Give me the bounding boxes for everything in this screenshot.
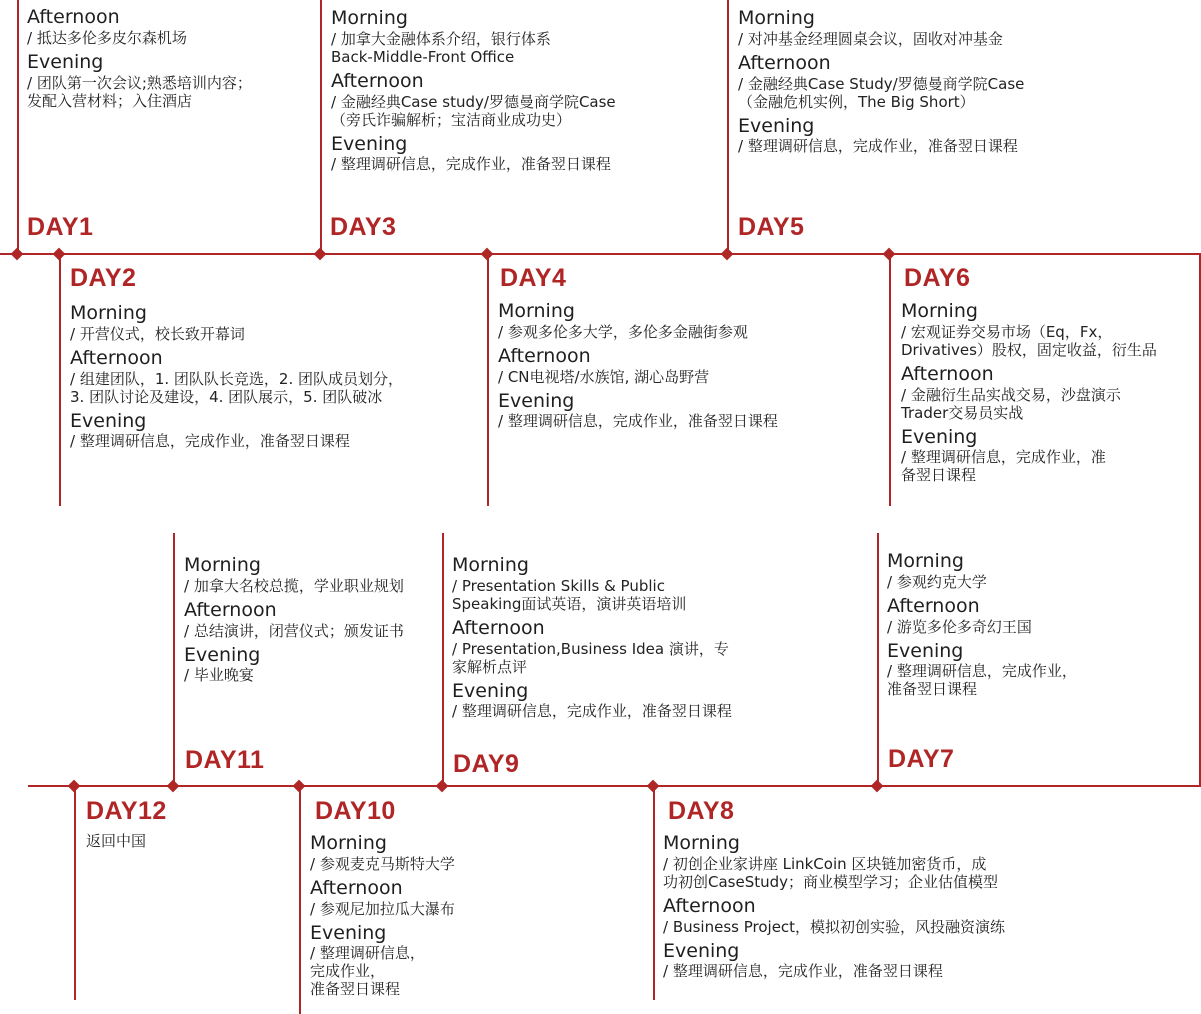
activity-text: / 总结演讲，闭营仪式；颁发证书 <box>184 621 404 640</box>
activity-text: / 对冲基金经理圆桌会议，固收对冲基金 <box>738 29 1003 48</box>
day3-stem <box>320 0 322 254</box>
activity-text: / 整理调研信息，完成作业，准备翌日课程 <box>331 155 611 174</box>
timeline-bottom <box>28 785 1201 787</box>
day12-stem <box>74 786 76 1000</box>
activity-text: / 金融衍生品实战交易，沙盘演示 Trader交易员实战 <box>901 385 1121 422</box>
day4-label: DAY4 <box>500 264 567 292</box>
period-label: Evening <box>310 921 387 944</box>
day10-stem <box>299 786 301 1014</box>
period-label: Afternoon <box>663 894 756 917</box>
day11-stem <box>173 533 175 785</box>
timeline-marker <box>871 780 884 793</box>
timeline-marker <box>293 780 306 793</box>
day3-label: DAY3 <box>330 213 397 241</box>
period-label: Evening <box>887 639 964 662</box>
period-label: Afternoon <box>887 594 980 617</box>
timeline-marker <box>721 248 734 261</box>
day11-schedule <box>184 554 439 688</box>
period-label: Morning <box>901 300 978 322</box>
period-label: Evening <box>27 50 104 73</box>
day7-stem <box>877 533 879 785</box>
activity-text: / 金融经典Case study/罗德曼商学院Case （旁氏诈骗解析；宝洁商业成功史） <box>331 92 616 129</box>
activity-text: / 初创企业家讲座 LinkCoin 区块链加密货币，成 功初创CaseStudy；商业模型学习；企业估值模型 <box>663 854 999 891</box>
period-label: Morning <box>498 300 575 322</box>
day2-schedule <box>70 302 480 454</box>
day6-schedule <box>901 300 1191 488</box>
period-label: Evening <box>738 114 815 137</box>
activity-text: / CN电视塔/水族馆, 湖心岛野营 <box>498 367 710 386</box>
day2-stem <box>59 254 61 506</box>
day1-stem <box>17 0 19 254</box>
timeline-marker <box>167 780 180 793</box>
activity-text: / 毕业晚宴 <box>184 666 254 685</box>
period-label: Evening <box>901 425 978 448</box>
activity-text: / 宏观证券交易市场（Eq，Fx， Drivatives）股权，固定收益，衍生品 <box>901 322 1157 359</box>
timeline-marker <box>314 248 327 261</box>
day4-schedule <box>498 300 883 434</box>
timeline-marker <box>883 248 896 261</box>
day7-schedule <box>887 550 1187 702</box>
activity-text: / Business Project，模拟初创实验，风投融资演练 <box>663 917 1006 936</box>
activity-text: / 整理调研信息， 完成作业， 准备翌日课程 <box>310 944 425 999</box>
period-label: Morning <box>70 302 147 324</box>
day1-label: DAY1 <box>27 213 94 241</box>
day3-schedule <box>331 7 716 177</box>
period-label: Morning <box>184 554 261 576</box>
period-label: Evening <box>70 409 147 432</box>
timeline-marker <box>53 248 66 261</box>
activity-text: / 整理调研信息，完成作业，准备翌日课程 <box>663 962 943 981</box>
day6-stem <box>889 254 891 506</box>
day10-schedule <box>310 832 640 1002</box>
period-label: Evening <box>498 389 575 412</box>
day8-schedule <box>663 832 1193 984</box>
period-label: Afternoon <box>452 616 545 639</box>
period-label: Evening <box>452 679 529 702</box>
day11-label: DAY11 <box>185 746 265 774</box>
day5-label: DAY5 <box>738 213 805 241</box>
period-label: Afternoon <box>738 51 831 74</box>
timeline-marker <box>68 780 81 793</box>
day10-label: DAY10 <box>315 797 396 825</box>
day12-label: DAY12 <box>86 797 167 825</box>
day12-schedule <box>86 832 286 850</box>
activity-text: / 整理调研信息，完成作业，准备翌日课程 <box>738 137 1018 156</box>
activity-text: / 加拿大名校总揽，学业职业规划 <box>184 576 404 595</box>
activity-text: / 团队第一次会议;熟悉培训内容； 发配入营材料；入住酒店 <box>27 73 252 110</box>
period-label: Afternoon <box>310 876 403 899</box>
period-label: Morning <box>738 7 815 29</box>
period-label: Morning <box>310 832 387 854</box>
day7-label: DAY7 <box>888 745 955 773</box>
timeline-top <box>0 253 1201 255</box>
activity-text: / 参观约克大学 <box>887 572 987 591</box>
day9-label: DAY9 <box>453 750 520 778</box>
activity-text: / 开营仪式，校长致开幕词 <box>70 324 245 343</box>
timeline-marker <box>647 780 660 793</box>
period-label: Morning <box>887 550 964 572</box>
activity-text: / 参观多伦多大学，多伦多金融街参观 <box>498 322 748 341</box>
activity-text: / 游览多伦多奇幻王国 <box>887 617 1032 636</box>
day4-stem <box>487 254 489 506</box>
activity-text: / 组建团队，1. 团队队长竞选，2. 团队成员划分， 3. 团队讨论及建设，4. 团队展示，5. 团队破冰 <box>70 369 403 406</box>
activity-text: / 整理调研信息，完成作业， 准备翌日课程 <box>887 662 1077 699</box>
period-label: Afternoon <box>27 6 120 28</box>
day5-stem <box>727 0 729 254</box>
period-label: Evening <box>663 939 740 962</box>
period-label: Morning <box>331 7 408 29</box>
day5-schedule <box>738 7 1188 159</box>
period-label: Evening <box>331 132 408 155</box>
activity-text: / 整理调研信息，完成作业，准备翌日课程 <box>452 702 732 721</box>
day6-label: DAY6 <box>904 264 971 292</box>
day8-stem <box>653 786 655 1000</box>
activity-text: / 整理调研信息，完成作业，准备翌日课程 <box>498 412 778 431</box>
period-label: Morning <box>452 554 529 576</box>
timeline-marker <box>436 780 449 793</box>
timeline-marker <box>481 248 494 261</box>
period-label: Afternoon <box>70 346 163 369</box>
period-label: Morning <box>663 832 740 854</box>
period-label: Afternoon <box>498 344 591 367</box>
day8-label: DAY8 <box>668 797 735 825</box>
period-label: Evening <box>184 643 261 666</box>
activity-text: / Presentation Skills & Public Speaking面试英语，演讲英语培训 <box>452 576 687 613</box>
activity-text: / 参观尼加拉瓜大瀑布 <box>310 899 455 918</box>
day2-label: DAY2 <box>70 264 137 292</box>
day1-schedule <box>27 6 307 114</box>
day9-schedule <box>452 554 867 724</box>
activity-text: / Presentation,Business Idea 演讲，专 家解析点评 <box>452 639 729 676</box>
timeline-marker <box>11 248 24 261</box>
period-label: Afternoon <box>331 69 424 92</box>
activity-text: / 整理调研信息，完成作业，准 备翌日课程 <box>901 448 1106 485</box>
period-label: Afternoon <box>184 598 277 621</box>
period-label: Afternoon <box>901 362 994 385</box>
timeline-connector-right <box>1199 253 1201 787</box>
activity-text: 返回中国 <box>86 832 147 850</box>
day9-stem <box>442 533 444 785</box>
activity-text: / 参观麦克马斯特大学 <box>310 854 455 873</box>
activity-text: / 金融经典Case Study/罗德曼商学院Case （金融危机实例，The Big Short） <box>738 74 1025 111</box>
activity-text: / 整理调研信息，完成作业，准备翌日课程 <box>70 432 350 451</box>
activity-text: / 加拿大金融体系介绍，银行体系 Back-Middle-Front Office <box>331 29 551 66</box>
activity-text: / 抵达多伦多皮尔森机场 <box>27 28 187 47</box>
